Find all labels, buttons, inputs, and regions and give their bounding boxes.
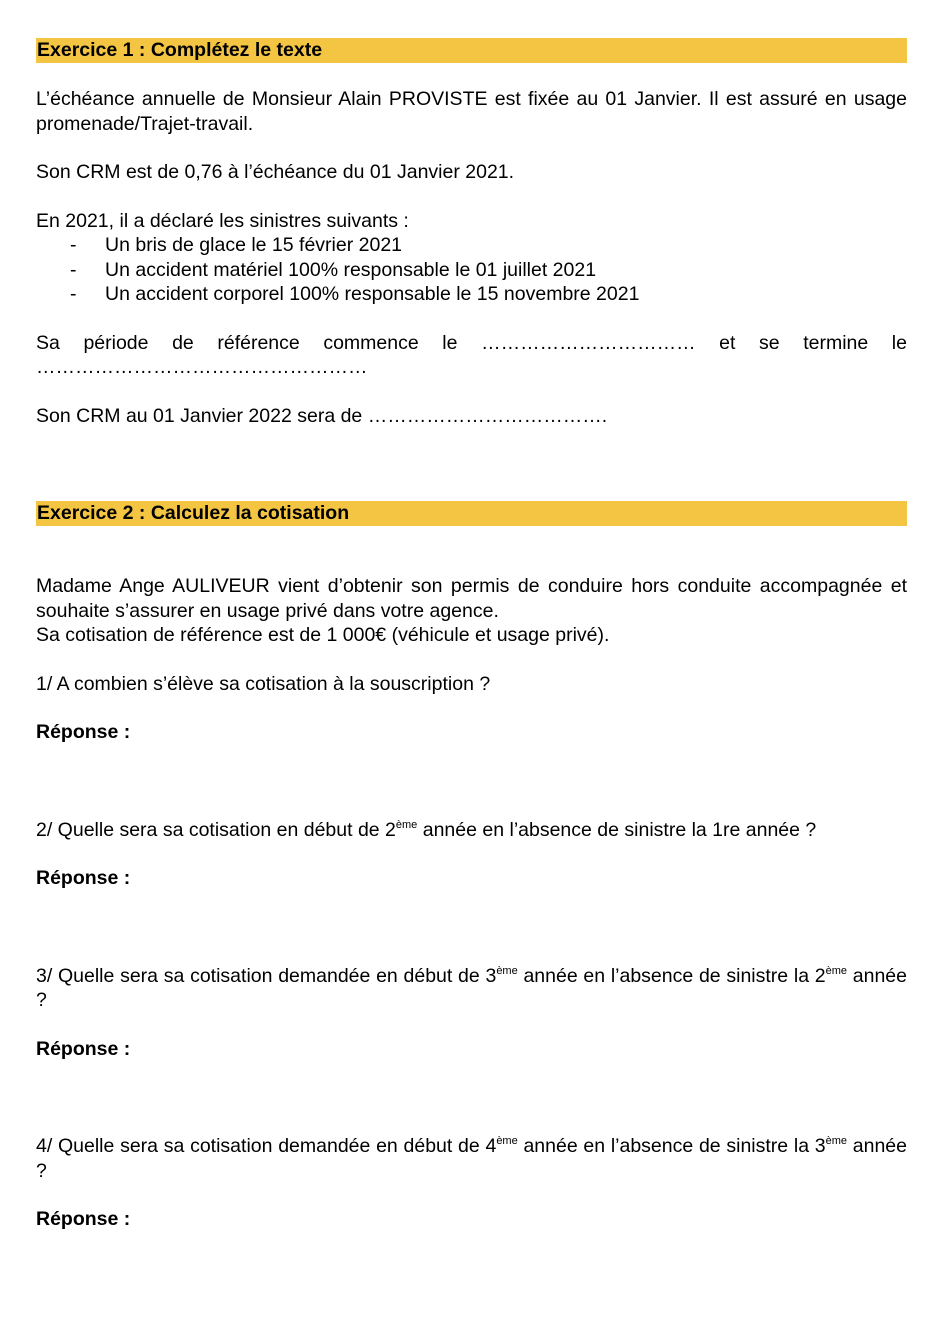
exercise-2-heading: Exercice 2 : Calculez la cotisation [36,501,907,526]
question-3-text-end: année ? [36,964,907,1011]
claim-text: Un accident corporel 100% responsable le 15 novembre 2021 [105,283,640,305]
dash-bullet: - [70,283,77,305]
reference-period-line: Sa période de référence commence le …………………………… et se termine le [36,331,907,354]
list-item [36,233,907,258]
question-2-text: 2/ Quelle sera sa cotisation en début de 2 [36,818,396,841]
question-4-text: 4/ Quelle sera sa cotisation demandée en début de 4 [36,1135,497,1157]
superscript: ème [395,818,418,831]
question-3 [36,964,907,1013]
crm-2022-line: Son CRM au 01 Janvier 2022 sera de ………………………………. [36,404,608,427]
answer-label: Réponse : [36,1208,131,1230]
question-4 [36,1134,907,1183]
answer-label: Réponse : [36,867,131,889]
worksheet [36,38,907,1232]
question-3-text: 3/ Quelle sera sa cotisation demandée en début de 3 [36,964,497,987]
reference-premium: Sa cotisation de référence est de 1 000€ (véhicule et usage privé). [36,624,610,646]
question-4-text-end: année ? [36,1135,907,1182]
question-3-text-middle: année en l’absence de sinistre la 2 [517,964,826,987]
list-item [36,258,907,283]
claim-text: Un accident matériel 100% responsable le 01 juillet 2021 [105,258,597,281]
answer-label: Réponse : [36,1037,131,1060]
claims-list [36,233,907,307]
exercise-2-intro: Madame Ange AULIVEUR vient d’obtenir son permis de conduire hors conduite accompagnée et souhaite s’assurer en usage privé dans votre agence. [36,575,907,622]
superscript: ème [825,964,848,977]
answer-label: Réponse : [36,721,131,743]
list-item [36,282,907,307]
superscript: ème [496,964,518,977]
claim-text: Un bris de glace le 15 février 2021 [105,234,403,256]
superscript: ème [496,1135,518,1147]
question-2 [36,818,907,843]
reference-period-blank: …………………………………………… [36,356,368,378]
question-2-text-end: année en l’absence de sinistre la 1re année ? [417,818,817,841]
superscript: ème [825,1135,848,1147]
question-4-text-middle: année en l’absence de sinistre la 3 [517,1135,826,1157]
claims-intro: En 2021, il a déclaré les sinistres suivants : [36,209,409,232]
dash-bullet: - [70,234,77,256]
dash-bullet: - [70,258,77,281]
exercise-1-intro: L’échéance annuelle de Monsieur Alain PROVISTE est fixée au 01 Janvier. Il est assuré en usage promenade/Trajet-travail. [36,88,907,135]
question-1: 1/ A combien s’élève sa cotisation à la souscription ? [36,672,491,695]
exercise-1-crm: Son CRM est de 0,76 à l’échéance du 01 Janvier 2021. [36,161,515,183]
exercise-1-heading: Exercice 1 : Complétez le texte [36,38,907,63]
